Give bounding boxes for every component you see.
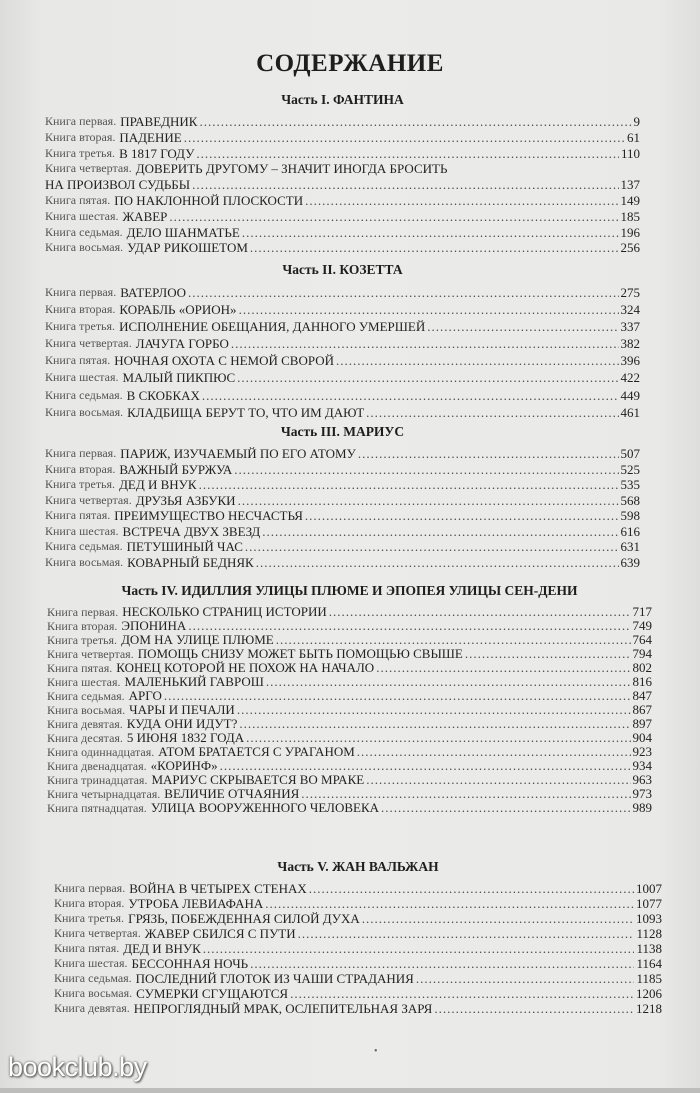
book-number: Книга третья. — [45, 145, 116, 160]
book-number: Книга шестая. — [45, 208, 119, 223]
page-number: 9 — [633, 114, 640, 129]
page-mark: • — [374, 1046, 378, 1057]
book-title: ИСПОЛНЕНИЕ ОБЕЩАНИЯ, ДАННОГО УМЕРШЕЙ — [119, 319, 426, 335]
book-number: Книга третья. — [47, 633, 118, 647]
book-title: В 1817 ГОДУ — [119, 145, 195, 161]
page-number: 923 — [632, 745, 652, 759]
dot-leader — [231, 335, 619, 352]
book-title: ДРУЗЬЯ АЗБУКИ — [135, 492, 236, 508]
dot-leader — [202, 387, 619, 404]
page-edge — [0, 1088, 700, 1093]
book-number: Книга вторая. — [45, 129, 116, 144]
book-number: Книга пятая. — [47, 661, 113, 675]
page-number: 256 — [620, 240, 640, 256]
book-title: «КОРИНФ» — [150, 759, 218, 773]
page-number: 631 — [620, 539, 640, 554]
book-number: Книга первая. — [47, 605, 119, 619]
dot-leader — [427, 318, 618, 335]
page-number: 382 — [620, 336, 640, 352]
book-number: Книга седьмая. — [54, 971, 132, 985]
book-number: Книга пятнадцатая. — [47, 801, 147, 815]
page-number: 867 — [632, 703, 652, 717]
page-number: 185 — [620, 208, 640, 224]
page-number: 449 — [620, 387, 640, 403]
book-title: ЛАЧУГА ГОРБО — [135, 336, 229, 352]
dot-leader — [169, 209, 618, 225]
part-heading: Часть III. МАРИУС — [280, 424, 405, 439]
dot-leader — [188, 284, 618, 301]
page-number: 904 — [632, 731, 652, 745]
part-2-section — [45, 262, 640, 421]
toc-entry — [47, 801, 652, 815]
book-number: Книга пятая. — [45, 192, 111, 207]
dot-leader — [434, 1001, 634, 1016]
book-number: Книга четвертая. — [45, 336, 132, 351]
book-number: Книга вторая. — [45, 302, 116, 317]
dot-leader — [238, 493, 619, 509]
toc-entry — [47, 633, 652, 647]
book-number: Книга девятая. — [54, 1001, 130, 1015]
dot-leader — [239, 301, 619, 318]
book-number: Книга первая. — [45, 114, 117, 128]
page-number: 1206 — [636, 986, 662, 1001]
toc-entry — [47, 675, 652, 689]
book-title-continued: НА ПРОИЗВОЛ СУДЬБЫ — [45, 177, 191, 193]
book-title: ЭПОНИНА — [121, 619, 187, 633]
page-number: 816 — [632, 675, 652, 689]
book-number: Книга третья. — [45, 477, 116, 491]
toc-entry — [45, 446, 640, 462]
page-number: 110 — [620, 145, 640, 161]
page-number: 422 — [620, 370, 640, 386]
dot-leader — [246, 731, 630, 745]
dot-leader — [301, 787, 630, 801]
toc-entry — [54, 1001, 662, 1016]
book-title: КЛАДБИЩА БЕРУТ ТО, ЧТО ИМ ДАЮТ — [127, 404, 365, 420]
dot-leader — [305, 193, 618, 209]
book-title: НЕСКОЛЬКО СТРАНИЦ ИСТОРИИ — [122, 605, 327, 619]
toc-entry — [47, 661, 652, 675]
toc-entry — [45, 508, 640, 524]
book-number: Книга первая. — [45, 285, 117, 299]
toc-entry — [45, 477, 640, 493]
dot-leader — [262, 524, 618, 540]
book-title: НОЧНАЯ ОХОТА С НЕМОЙ СВОРОЙ — [114, 353, 335, 369]
book-number: Книга вторая. — [47, 619, 118, 633]
book-title: ПО НАКЛОННОЙ ПЛОСКОСТИ — [114, 192, 304, 208]
toc-entry — [45, 369, 640, 386]
book-number: Книга восьмая. — [45, 404, 124, 419]
toc-entry — [54, 941, 662, 956]
book-title: ЖАВЕР СБИЛСЯ С ПУТИ — [144, 926, 296, 941]
page-number: 764 — [632, 633, 652, 647]
dot-leader — [250, 956, 634, 971]
page-number: 1128 — [636, 926, 662, 941]
dot-leader — [305, 508, 619, 524]
book-title: УЛИЦА ВООРУЖЕННОГО ЧЕЛОВЕКА — [150, 801, 380, 815]
book-title: В СКОБКАХ — [126, 387, 200, 403]
book-number: Книга четвертая. — [47, 647, 134, 661]
toc-entry — [47, 745, 652, 759]
toc-entry — [45, 387, 640, 404]
book-number: Книга тринадцатая. — [47, 773, 148, 787]
book-number: Книга восьмая. — [45, 240, 124, 255]
book-number: Книга первая. — [54, 881, 126, 895]
part-1-section — [45, 92, 640, 256]
page-number: 1185 — [636, 971, 662, 986]
dot-leader — [220, 759, 631, 773]
book-title: ДЕД И ВНУК — [123, 941, 201, 956]
page-number: 749 — [632, 619, 652, 633]
book-number: Книга четырнадцатая. — [47, 787, 161, 801]
book-number: Книга третья. — [45, 319, 116, 334]
book-title: 5 ИЮНЯ 1832 ГОДА — [126, 731, 245, 745]
book-number: Книга пятая. — [45, 353, 111, 368]
toc-entry — [45, 114, 640, 130]
page-number: 137 — [620, 177, 640, 193]
dot-leader — [250, 240, 619, 256]
book-number: Книга пятая. — [54, 941, 120, 955]
book-number: Книга пятая. — [45, 508, 111, 522]
page-number: 1218 — [636, 1001, 662, 1016]
book-title: ВЕЛИЧИЕ ОТЧАЯНИЯ — [164, 787, 300, 801]
book-number: Книга первая. — [45, 446, 117, 460]
dot-leader — [465, 647, 631, 661]
dot-leader — [245, 539, 619, 555]
toc-entry — [47, 689, 652, 703]
page-number: 794 — [632, 647, 652, 661]
page-number: 963 — [632, 773, 652, 787]
page-number: 568 — [620, 492, 640, 508]
book-number: Книга четвертая. — [54, 926, 141, 940]
book-title: ПАРИЖ, ИЗУЧАЕМЫЙ ПО ЕГО АТОМУ — [120, 446, 356, 461]
toc-entry — [45, 284, 640, 301]
dot-leader — [164, 689, 631, 703]
page-number: 61 — [627, 129, 640, 145]
toc-entry — [45, 209, 640, 225]
toc-entry — [45, 462, 640, 478]
book-title: ЧАРЫ И ПЕЧАЛИ — [129, 703, 235, 717]
page-number: 1077 — [636, 896, 662, 911]
page-number: 717 — [632, 605, 652, 619]
toc-entry — [45, 301, 640, 318]
toc-entry — [47, 605, 652, 619]
dot-leader — [237, 703, 631, 717]
book-number: Книга шестая. — [45, 523, 119, 538]
book-title: КУДА ОНИ ИДУТ? — [126, 717, 238, 731]
part-heading: Часть V. ЖАН ВАЛЬЖАН — [277, 859, 439, 874]
book-title: ПРАВЕДНИК — [120, 114, 198, 129]
book-number: Книга седьмая. — [47, 689, 125, 703]
book-title: ВАЖНЫЙ БУРЖУА — [119, 461, 233, 477]
page-number: 934 — [632, 759, 652, 773]
book-title: ДОМ НА УЛИЦЕ ПЛЮМЕ — [121, 633, 274, 647]
dot-leader — [265, 896, 634, 911]
book-title: КОВАРНЫЙ БЕДНЯК — [127, 554, 254, 570]
book-title: ДЕД И ВНУК — [119, 477, 197, 492]
toc-entry — [47, 703, 652, 717]
toc-entry — [45, 493, 640, 509]
toc-entry — [54, 896, 662, 911]
book-number: Книга третья. — [54, 911, 125, 925]
book-number: Книга шестая. — [45, 370, 119, 385]
book-number: Книга четвертая. — [45, 492, 132, 507]
dot-leader — [199, 114, 631, 130]
dot-leader — [381, 801, 630, 815]
dot-leader — [203, 941, 635, 956]
dot-leader — [256, 555, 619, 571]
book-title: ПЕТУШИНЫЙ ЧАС — [126, 539, 243, 554]
book-number: Книга десятая. — [47, 731, 123, 745]
toc-entry — [47, 717, 652, 731]
book-number: Книга седьмая. — [45, 224, 123, 239]
dot-leader — [234, 462, 618, 478]
page-number: 847 — [632, 689, 652, 703]
book-title: ВАТЕРЛОО — [120, 285, 187, 300]
book-title: ДЕЛО ШАНМАТЬЕ — [126, 224, 240, 240]
toc-entry — [54, 956, 662, 971]
toc-entry-continuation — [45, 177, 640, 193]
book-title: АТОМ БРАТАЕТСЯ С УРАГАНОМ — [158, 745, 355, 759]
toc-entry — [54, 881, 662, 896]
book-title: КОНЕЦ КОТОРОЙ НЕ ПОХОЖ НА НАЧАЛО — [116, 661, 375, 675]
toc-entry — [45, 161, 640, 177]
toc-entry — [47, 647, 652, 661]
dot-leader — [242, 225, 619, 241]
dot-leader — [366, 404, 618, 421]
book-number: Книга восьмая. — [54, 986, 133, 1000]
page-number: 1164 — [636, 956, 662, 971]
toc-entry — [45, 240, 640, 256]
book-title: НЕПРОГЛЯДНЫЙ МРАК, ОСЛЕПИТЕЛЬНАЯ ЗАРЯ — [133, 1001, 433, 1016]
toc-entry — [45, 335, 640, 352]
book-number: Книга девятая. — [47, 717, 123, 731]
toc-entry — [45, 130, 640, 146]
dot-leader — [309, 881, 634, 896]
dot-leader — [376, 661, 630, 675]
toc-entry — [47, 773, 652, 787]
dot-leader — [184, 130, 625, 146]
toc-entry — [45, 318, 640, 335]
dot-leader — [196, 146, 619, 162]
dot-leader — [336, 352, 618, 369]
book-title: МАЛЫЙ ПИКПЮС — [122, 370, 236, 386]
book-number: Книга восьмая. — [45, 554, 124, 569]
book-title: ЖАВЕР — [122, 208, 168, 224]
page-number: 324 — [620, 302, 640, 318]
dot-leader — [416, 971, 635, 986]
page-number: 396 — [620, 353, 640, 369]
book-number: Книга шестая. — [47, 675, 121, 689]
book-title: УДАР РИКОШЕТОМ — [127, 240, 248, 256]
book-title: ГРЯЗЬ, ПОБЕЖДЕННАЯ СИЛОЙ ДУХА — [128, 911, 360, 926]
dot-leader — [366, 773, 630, 787]
page-number: 802 — [632, 661, 652, 675]
toc-entry — [45, 555, 640, 571]
page-number: 275 — [620, 285, 640, 300]
book-number: Книга седьмая. — [45, 387, 123, 402]
dot-leader — [192, 177, 618, 193]
book-number: Книга четвертая. — [45, 161, 132, 176]
toc-entry — [54, 971, 662, 986]
dot-leader — [290, 986, 634, 1001]
page-number: 149 — [620, 192, 640, 208]
book-title: ВОЙНА В ЧЕТЫРЕХ СТЕНАХ — [129, 881, 307, 896]
part-5-section — [54, 859, 662, 1016]
dot-leader — [199, 477, 619, 493]
part-heading: Часть II. КОЗЕТТА — [282, 262, 403, 277]
part-heading: Часть IV. ИДИЛЛИЯ УЛИЦЫ ПЛЮМЕ И ЭПОПЕЯ УЛИЦЫ СЕН-ДЕНИ — [121, 583, 578, 598]
toc-entry — [45, 193, 640, 209]
toc-entry — [47, 619, 652, 633]
page-number: 525 — [620, 461, 640, 477]
toc-entry — [45, 539, 640, 555]
page-number: 1138 — [636, 941, 662, 956]
toc-entry — [47, 759, 652, 773]
dot-leader — [329, 605, 631, 619]
part-3-section — [45, 424, 640, 570]
page-number: 598 — [620, 508, 640, 523]
dot-leader — [276, 633, 631, 647]
toc-entry — [54, 911, 662, 926]
book-title: ПОСЛЕДНИЙ ГЛОТОК ИЗ ЧАШИ СТРАДАНИЯ — [135, 971, 414, 986]
toc-entry — [45, 524, 640, 540]
book-title: СУМЕРКИ СГУЩАЮТСЯ — [136, 986, 289, 1001]
toc-entry — [45, 404, 640, 421]
book-number: Книга двенадцатая. — [47, 759, 147, 773]
book-title: АРГО — [128, 689, 162, 703]
dot-leader — [237, 369, 618, 386]
dot-leader — [362, 911, 634, 926]
page-number: 989 — [632, 801, 652, 815]
page-title: СОДЕРЖАНИЕ — [256, 50, 444, 77]
watermark-logo: bookclub.by — [8, 1052, 147, 1082]
page-number: 639 — [620, 554, 640, 570]
book-title: ПАДЕНИЕ — [119, 129, 182, 145]
part-4-section — [47, 583, 652, 815]
page-number: 973 — [632, 787, 652, 801]
page-number: 507 — [620, 446, 640, 461]
page-number: 535 — [620, 477, 640, 492]
page-number: 196 — [620, 224, 640, 240]
book-number: Книга шестая. — [54, 956, 128, 970]
book-number: Книга восьмая. — [47, 703, 126, 717]
dot-leader — [188, 619, 630, 633]
dot-leader — [298, 926, 635, 941]
book-number: Книга вторая. — [54, 896, 125, 910]
toc-entry — [47, 731, 652, 745]
book-title: МАРИУС СКРЫВАЕТСЯ ВО МРАКЕ — [151, 773, 365, 787]
toc-entry — [47, 787, 652, 801]
book-title: ПОМОЩЬ СНИЗУ МОЖЕТ БЫТЬ ПОМОЩЬЮ СВЫШЕ — [137, 647, 463, 661]
dot-leader — [239, 717, 630, 731]
book-number: Книга седьмая. — [45, 539, 123, 553]
book-number: Книга одиннадцатая. — [47, 745, 155, 759]
book-title: ПРЕИМУЩЕСТВО НЕСЧАСТЬЯ — [114, 508, 303, 523]
page-number: 897 — [632, 717, 652, 731]
toc-entry — [45, 225, 640, 241]
book-number: Книга вторая. — [45, 461, 116, 476]
toc-entry — [45, 352, 640, 369]
page-number: 1093 — [636, 911, 662, 926]
book-title: МАЛЕНЬКИЙ ГАВРОШ — [124, 675, 264, 689]
page-number: 1007 — [636, 881, 662, 896]
page-number: 616 — [620, 523, 640, 539]
toc-entry — [54, 926, 662, 941]
book-title: ДОВЕРИТЬ ДРУГОМУ – ЗНАЧИТ ИНОГДА БРОСИТЬ — [135, 161, 448, 177]
toc-entry — [54, 986, 662, 1001]
dot-leader — [357, 745, 631, 759]
book-title: УТРОБА ЛЕВИАФАНА — [128, 896, 264, 911]
part-heading: Часть I. ФАНТИНА — [281, 92, 404, 107]
book-title: ВСТРЕЧА ДВУХ ЗВЕЗД — [122, 523, 261, 539]
page-number: 461 — [620, 404, 640, 420]
book-title: КОРАБЛЬ «ОРИОН» — [119, 302, 237, 318]
dot-leader — [266, 675, 631, 689]
book-title: БЕССОННАЯ НОЧЬ — [131, 956, 249, 971]
toc-entry — [45, 146, 640, 162]
dot-leader — [358, 446, 619, 462]
page-number: 337 — [620, 319, 640, 335]
